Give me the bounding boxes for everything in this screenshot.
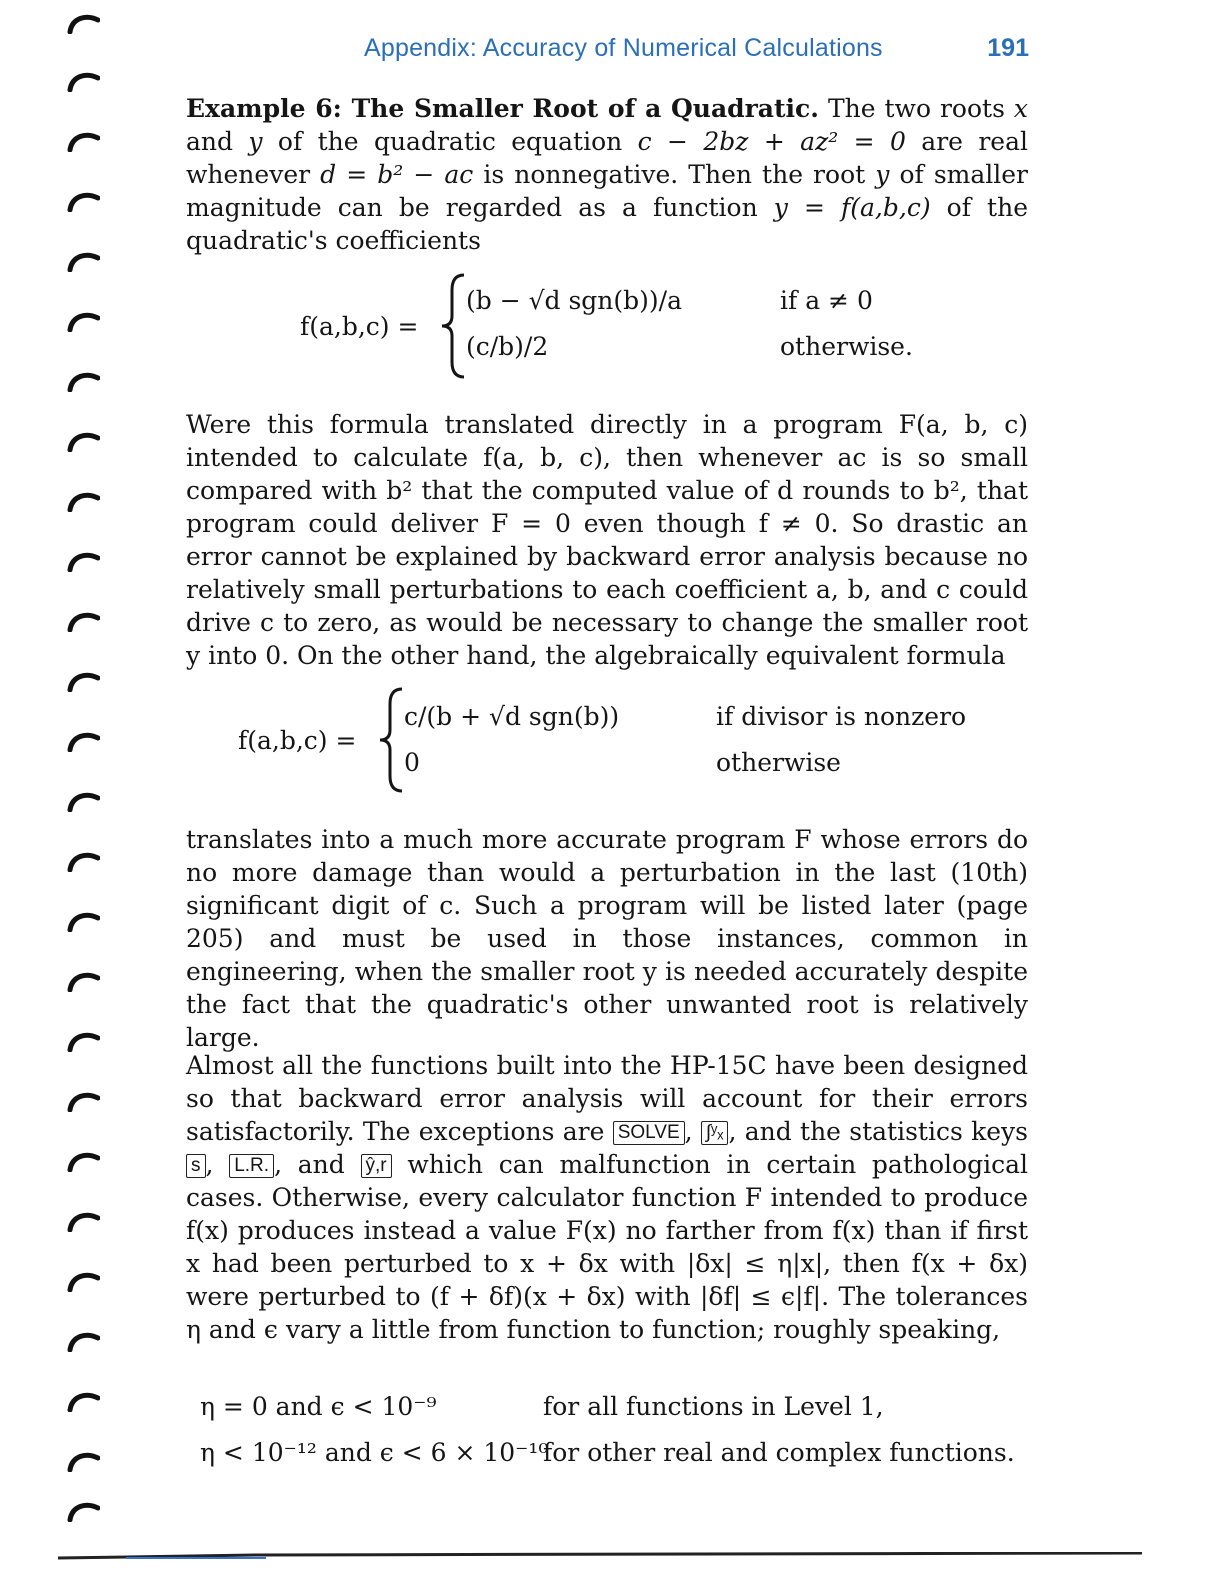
formula-case-1-condition: if a ≠ 0 (780, 286, 873, 315)
binder-ring-icon (66, 670, 100, 692)
binder-ring-icon (66, 850, 100, 872)
binder-ring-icon (66, 1150, 100, 1172)
binder-ring-icon (66, 1210, 100, 1232)
yr-key: ŷ,r (361, 1154, 392, 1178)
page-edge-line (58, 1552, 1142, 1560)
page-header (364, 34, 1029, 68)
formula-lhs: f(a,b,c) = (300, 312, 419, 341)
binder-ring-icon (66, 550, 100, 572)
binder-ring-icon (66, 790, 100, 812)
binder-ring-icon (66, 1330, 100, 1352)
binder-ring-icon (66, 1390, 100, 1412)
paragraph-backward-error-analysis: Almost all the functions built into the HP-15C have been designed so that backward error analysis will account for their errors satisfactorily. The exceptions are SOLVE , ∫ʸₓ , and the statistics keys s , L.R. , and ŷ,r which can malfunction in certain pathological cases. Otherwise, every calculator function F intended to produce f(x) produces instead a value F(x) no farther from f(x) than if first x had been perturbed to x + δx with |δx| ≤ η|x|, then f(x + δx) were perturbed to (f + δf)(x + δx) with |δf| ≤ ϵ|f|. The tolerances η and ϵ vary a little from function to function; roughly speaking, (186, 1051, 1028, 1344)
paragraph-example-6: Example 6: The Smaller Root of a Quadratic. The two roots x and y of the quadratic equation c − 2bz + az² = 0 are real whenever d = b² − ac is nonnegative. Then the root y of smaller magnitude can be regarded as a function y = f(a,b,c) of the quadratic's coefficients (186, 94, 1029, 255)
paragraph-naive-formula-failure: Were this formula translated directly in a program F(a, b, c) intended to calculate f(a, b, c), then whenever ac is so small compared with b² that the computed value of d rounds to b², that program could deliver F = 0 even though f ≠ 0. So drastic an error cannot be explained by backward error analysis because no relatively small perturbations to each coefficient a, b, and c could drive c to zero, as would be necessary to change the smaller root y into 0. On the other hand, the algebraically equivalent formula (186, 410, 1028, 670)
example-heading: Example 6: The Smaller Root of a Quadratic. (186, 94, 819, 123)
formula-case-2-expression: (c/b)/2 (466, 332, 549, 361)
formula-case-2-expression: 0 (404, 748, 420, 777)
page-number: 191 (987, 34, 1029, 62)
binder-ring-icon (66, 1500, 100, 1522)
binder-ring-icon (66, 70, 100, 92)
binder-ring-icon (66, 310, 100, 332)
formula-case-1-expression: (b − √d sgn(b))/a (466, 286, 683, 315)
binder-ring-icon (66, 130, 100, 152)
binder-ring-icon (66, 610, 100, 632)
binder-ring-icon (66, 490, 100, 512)
tolerance-scope: for other real and complex functions. (543, 1438, 1015, 1467)
binder-ring-icon (66, 1090, 100, 1112)
binder-ring-icon (66, 250, 100, 272)
binder-ring-icon (66, 190, 100, 212)
tolerance-condition: η = 0 and ϵ < 10⁻⁹ (200, 1392, 437, 1421)
quadratic-equation: c − 2bz + az² = 0 (637, 127, 906, 156)
binder-ring-icon (66, 910, 100, 932)
binder-ring-icon (66, 730, 100, 752)
function-definition: y = f(a,b,c) (773, 193, 931, 222)
formula-case-2-condition: otherwise. (780, 332, 913, 361)
running-title: Appendix: Accuracy of Numerical Calculations (364, 34, 883, 62)
formula-naive (300, 270, 940, 380)
binder-ring-icon (66, 1450, 100, 1472)
binder-ring-icon (66, 370, 100, 392)
paragraph-accurate-program: translates into a much more accurate program F whose errors do no more damage than would a perturbation in the last (10th) significant digit of c. Such a program will be listed later (page 205) and must be used in those instances, common in engineering, when the smaller root y is needed accurately despite the fact that the quadratic's other unwanted root is relatively large. (186, 825, 1028, 1052)
integrate-key: ∫ʸₓ (701, 1121, 729, 1145)
tolerance-condition: η < 10⁻¹² and ϵ < 6 × 10⁻¹⁰ (200, 1438, 549, 1467)
tolerance-scope: for all functions in Level 1, (543, 1392, 884, 1421)
solve-key: SOLVE (613, 1121, 685, 1145)
binder-ring-icon (66, 1270, 100, 1292)
formula-case-1-expression: c/(b + √d sgn(b)) (404, 702, 620, 731)
left-brace-icon (376, 686, 406, 794)
formula-lhs: f(a,b,c) = (238, 726, 357, 755)
left-brace-icon (438, 272, 468, 380)
formula-accurate (238, 684, 978, 794)
formula-case-2-condition: otherwise (716, 748, 841, 777)
binder-ring-icon (66, 1030, 100, 1052)
formula-case-1-condition: if divisor is nonzero (716, 702, 967, 731)
binder-ring-icon (66, 12, 100, 34)
discriminant-definition: d = b² − ac (320, 160, 474, 189)
s-key: s (186, 1154, 206, 1178)
lr-key: L.R. (229, 1154, 274, 1178)
binder-ring-icon (66, 430, 100, 452)
binder-ring-icon (66, 970, 100, 992)
